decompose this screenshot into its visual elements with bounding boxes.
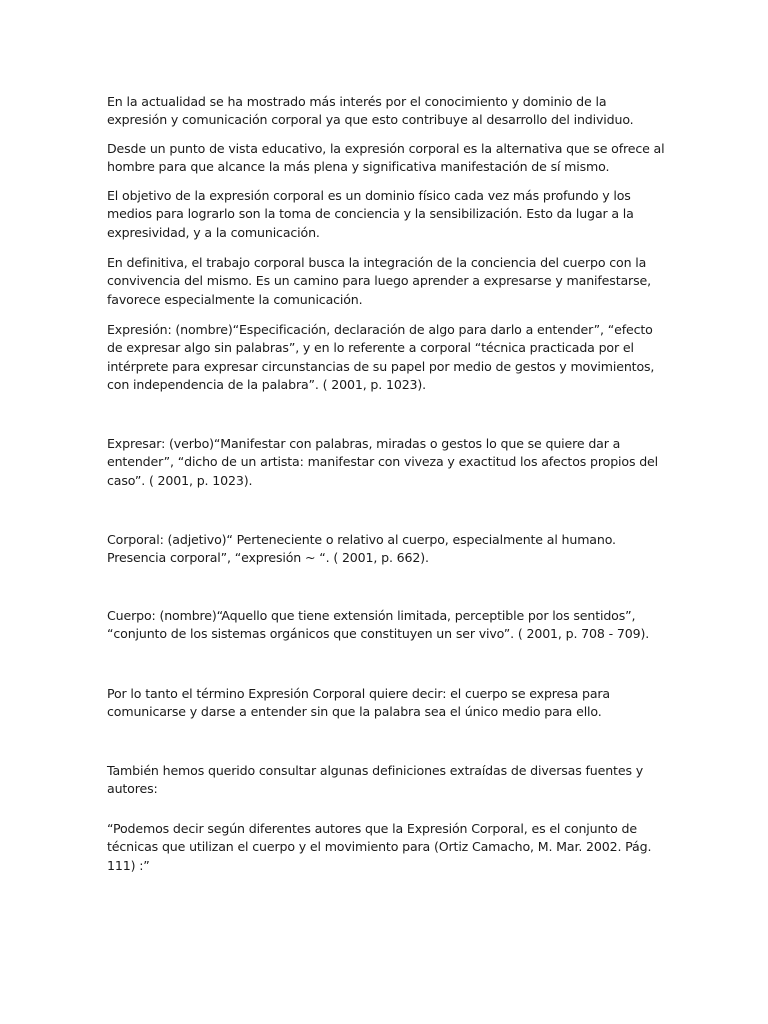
quote-ortiz-camacho: “Podemos decir según diferentes autores que la Expresión Corporal, es el conjunto de técnicas que utilizan el cuerpo y el movimiento para (Ortiz Camacho, M. Mar. 2002. Pág. 111) :” bbox=[107, 821, 652, 873]
paragraph-definitive: En definitiva, el trabajo corporal busca la integración de la conciencia del cuerpo con la convivencia del mismo. Es un camino para luego aprender a expresarse y manifestarse, favorece especialmente la comunicación. bbox=[107, 255, 651, 307]
definition-cuerpo: Cuerpo: (nombre)“Aquello que tiene extensión limitada, perceptible por los sentidos”, “conjunto de los sistemas orgánicos que constituyen un ser vivo”. ( 2001, p. 708 - 709). bbox=[107, 608, 650, 642]
paragraph-educational-view: Desde un punto de vista educativo, la expresión corporal es la alternativa que se ofrece al hombre para que alcance la más plena y significativa manifestación de sí mismo. bbox=[107, 141, 665, 175]
paragraph-intro: En la actualidad se ha mostrado más interés por el conocimiento y dominio de la expresión y comunicación corporal ya que esto contribuye al desarrollo del individuo. bbox=[107, 94, 634, 128]
paragraph-conclusion: Por lo tanto el término Expresión Corporal quiere decir: el cuerpo se expresa para comunicarse y darse a entender sin que la palabra sea el único medio para ello. bbox=[107, 686, 610, 720]
definition-corporal: Corporal: (adjetivo)“ Perteneciente o relativo al cuerpo, especialmente al humano. Presencia corporal”, “expresión ~ “. ( 2001, p. 662). bbox=[107, 532, 616, 566]
definition-expresion: Expresión: (nombre)“Especificación, declaración de algo para darlo a entender”, “efecto de expresar algo sin palabras”, y en lo referente a corporal “técnica practicada por el intérprete para expresar circunstancias de su papel por medio de gestos y movimientos, con independencia de la palabra”. ( 2001, p. 1023). bbox=[107, 322, 655, 393]
paragraph-sources-intro: También hemos querido consultar algunas definiciones extraídas de diversas fuentes y autores: bbox=[107, 763, 644, 797]
paragraph-objective: El objetivo de la expresión corporal es un dominio físico cada vez más profundo y los medios para lograrlo son la toma de conciencia y la sensibilización. Esto da lugar a la expresividad, y a la comunicación. bbox=[107, 188, 634, 240]
definition-expresar: Expresar: (verbo)“Manifestar con palabras, miradas o gestos lo que se quiere dar a entender”, “dicho de un artista: manifestar con viveza y exactitud los afectos propios del caso”. ( 2001, p. 1023). bbox=[107, 436, 658, 488]
